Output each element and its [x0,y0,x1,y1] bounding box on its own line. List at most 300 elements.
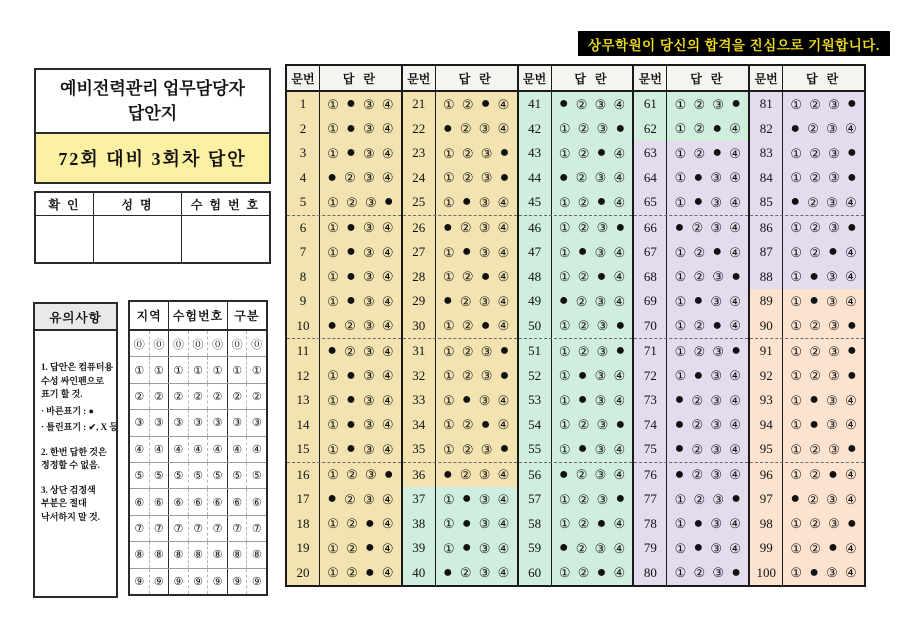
answer-bubbles [783,512,864,537]
id-grid-header-지역: 지역 [136,309,162,323]
filled-bubble: ● [346,119,356,137]
digit-bubble: ⑨ [134,575,145,588]
answer-bubbles [667,487,748,512]
question-number: 23 [403,141,436,166]
choice-bubble: ③ [478,491,491,507]
digit-bubble: ⓪ [168,331,188,356]
choice-bubble: ④ [381,368,394,384]
filled-bubble: ● [364,539,375,557]
answer-bubbles [667,364,748,389]
choice-bubble: ② [577,491,590,507]
filled-bubble: ● [847,514,857,532]
choice-bubble: ④ [729,441,741,457]
choice-bubble: ③ [478,244,491,260]
answer-row [519,462,633,488]
choice-bubble: ④ [845,565,857,581]
choice-bubble: ① [790,467,803,483]
question-number: 54 [519,413,552,438]
filled-bubble: ● [828,539,838,557]
choice-bubble: ③ [362,96,375,112]
question-number: 1 [287,92,320,117]
answer-row [750,314,864,339]
filled-bubble: ● [712,144,723,162]
answer-row [634,117,748,142]
filled-bubble: ● [383,193,394,211]
choice-bubble: ① [443,343,455,359]
answer-row [750,388,864,413]
answer-row [403,117,517,142]
choice-bubble: ③ [596,121,609,137]
question-number: 22 [403,117,436,142]
answer-bubbles [552,141,633,166]
answer-bubbles [436,388,517,413]
filled-bubble: ● [790,193,801,211]
choice-bubble: ③ [594,293,607,309]
answer-bubbles [320,512,401,537]
filled-bubble: ● [615,490,626,508]
answer-column-header [519,66,633,92]
answer-bubbles [667,117,748,142]
filled-bubble: ● [596,563,607,581]
choice-bubble: ③ [594,540,607,556]
answer-bubbles [552,536,633,561]
choice-bubble: ④ [729,220,741,236]
digit-bubble: ② [246,384,266,409]
filled-bubble: ● [693,168,704,186]
choice-bubble: ② [693,244,706,260]
answer-bubbles [783,463,864,488]
id-digit-row [130,331,266,356]
choice-bubble: ④ [845,467,857,483]
answer-row [634,289,748,314]
choice-bubble: ① [674,565,687,581]
choice-bubble: ① [327,269,339,285]
choice-bubble: ② [575,467,588,483]
digit-bubble: ⑦ [246,516,266,541]
answer-bubbles [436,437,517,462]
question-number: 88 [750,265,783,290]
choice-bubble: ④ [729,170,741,186]
question-number: 51 [519,339,552,364]
filled-bubble: ● [577,243,588,261]
choice-bubble: ③ [828,145,840,161]
choice-bubble: ② [809,96,821,112]
answer-bubbles [667,561,748,586]
id-digit-row [130,356,266,382]
choice-bubble: ③ [362,244,375,260]
choice-bubble: ① [674,343,687,359]
question-number: 28 [403,265,436,290]
choice-bubble: ① [790,565,803,581]
digit-bubble: ⑧ [207,542,227,567]
choice-bubble: ③ [594,392,607,408]
digit-bubble: ③ [149,410,169,435]
choice-bubble: ③ [596,491,609,507]
filled-bubble: ● [480,95,491,113]
choice-bubble: ② [459,565,472,581]
choice-bubble: ② [346,565,358,581]
question-number: 45 [519,190,552,215]
filled-bubble: ● [596,514,607,532]
filled-bubble: ● [480,316,491,334]
answer-bubbles [552,339,633,364]
choice-bubble: ④ [497,540,510,556]
filled-bubble: ● [499,366,510,384]
answer-row [750,215,864,241]
answer-bubbles [783,339,864,364]
answer-row [634,413,748,438]
question-number: 63 [634,141,667,166]
id-grid-rows [130,331,266,594]
question-number: 40 [403,561,436,586]
answer-bubbles [552,364,633,389]
choice-bubble: ② [577,343,590,359]
choice-bubble: ④ [381,491,394,507]
question-number: 67 [634,240,667,265]
answer-column-group [748,66,864,585]
choice-bubble: ③ [478,220,491,236]
answer-row [519,338,633,364]
id-digit-row [130,383,266,409]
choice-bubble: ④ [613,170,626,186]
answer-row [634,141,748,166]
question-number: 14 [287,413,320,438]
filled-bubble: ● [828,243,838,261]
answer-bubbles [667,536,748,561]
question-number: 68 [634,265,667,290]
answer-bubbles [552,487,633,512]
question-number: 72 [634,364,667,389]
answer-row [287,215,401,241]
choice-bubble: ③ [362,220,375,236]
choice-bubble: ④ [729,145,741,161]
id-digit-row [130,488,266,514]
filled-bubble: ● [809,391,819,409]
digit-bubble: ⑦ [227,516,247,541]
question-number: 37 [403,487,436,512]
question-number-header: 문번 [750,66,783,90]
choice-bubble: ③ [594,467,607,483]
choice-bubble: ① [674,96,687,112]
choice-bubble: ② [459,293,472,309]
answer-bubbles [436,190,517,215]
filled-bubble: ● [790,119,801,137]
choice-bubble: ② [346,540,358,556]
choice-bubble: ① [674,368,687,384]
choice-bubble: ④ [497,491,510,507]
answer-row [403,289,517,314]
answer-column-group [632,66,748,585]
choice-bubble: ④ [845,269,857,285]
answer-row [750,240,864,265]
digit-bubble: ② [168,384,188,409]
choice-bubble: ② [807,121,819,137]
choice-bubble: ④ [613,392,626,408]
answer-row [287,561,401,586]
answer-grid [285,64,866,587]
choice-bubble: ① [790,368,803,384]
question-number: 43 [519,141,552,166]
digit-bubble: ⑤ [207,463,227,488]
answer-row [287,141,401,166]
choice-bubble: ① [790,441,803,457]
answer-row [634,487,748,512]
choice-bubble: ① [443,194,455,210]
filled-bubble: ● [499,440,510,458]
answer-bubbles [320,463,401,488]
exam-number-cell [181,216,269,262]
choice-bubble: ① [443,417,455,433]
choice-bubble: ③ [710,293,723,309]
filled-bubble: ● [480,415,491,433]
choice-bubble: ③ [828,516,840,532]
answer-row [750,487,864,512]
digit-bubble: ⑦ [207,516,227,541]
question-number: 31 [403,339,436,364]
question-number: 89 [750,289,783,314]
filled-bubble: ● [346,218,356,236]
choice-bubble: ③ [710,220,723,236]
choice-bubble: ② [809,170,821,186]
choice-bubble: ② [461,441,474,457]
filled-bubble: ● [712,316,723,334]
digit-bubble: ⑥ [134,496,145,509]
question-number: 77 [634,487,667,512]
question-number: 13 [287,388,320,413]
answer-row [750,92,864,117]
question-number: 35 [403,437,436,462]
choice-bubble: ① [558,121,571,137]
answer-row [403,338,517,364]
answer-bubbles [320,339,401,364]
answer-bubbles [783,240,864,265]
question-number: 21 [403,92,436,117]
choice-bubble: ① [790,343,803,359]
question-number: 60 [519,561,552,586]
question-number: 10 [287,314,320,339]
digit-bubble: ③ [188,410,208,435]
answer-row [634,166,748,191]
question-number-header: 문번 [403,66,436,90]
choice-bubble: ③ [828,170,840,186]
digit-bubble: ⓪ [227,331,247,356]
digit-bubble: ⑤ [227,463,247,488]
choice-bubble: ③ [362,392,375,408]
question-number: 42 [519,117,552,142]
filled-bubble: ● [443,292,453,310]
choice-bubble: ① [674,145,687,161]
choice-bubble: ④ [613,565,626,581]
answer-bubbles [552,216,633,241]
exam-round-label: 72회 대비 3회차 답안 [34,134,271,184]
answer-row [634,240,748,265]
digit-bubble: ① [227,357,247,382]
digit-bubble: ⑥ [246,489,266,514]
filled-bubble: ● [364,563,375,581]
answer-row [287,240,401,265]
answer-row [403,166,517,191]
choice-bubble: ④ [845,491,857,507]
choice-bubble: ① [558,491,571,507]
choice-bubble: ② [461,417,474,433]
digit-bubble: ④ [149,437,169,462]
answer-row [403,561,517,586]
filled-bubble: ● [828,465,838,483]
choice-bubble: ③ [828,318,840,334]
choice-bubble: ① [674,170,687,186]
choice-bubble: ① [327,145,339,161]
answer-bubbles [436,536,517,561]
choice-bubble: ④ [845,417,857,433]
answer-row [750,190,864,215]
filled-bubble: ● [712,243,723,261]
filled-bubble: ● [731,563,741,581]
choice-bubble: ② [459,467,472,483]
choice-bubble: ③ [362,417,375,433]
choice-bubble: ③ [362,170,375,186]
digit-bubble: ⑦ [149,516,169,541]
filled-bubble: ● [731,95,741,113]
choice-bubble: ① [558,269,571,285]
answer-row [634,561,748,586]
filled-bubble: ● [461,514,472,532]
answer-row [403,413,517,438]
answer-bubbles [783,388,864,413]
answer-row [403,265,517,290]
answer-row [287,512,401,537]
identity-fields-body [36,216,269,262]
choice-bubble: ② [461,145,474,161]
choice-bubble: ② [693,121,706,137]
question-number: 46 [519,216,552,241]
choice-bubble: ④ [381,343,394,359]
answer-row [634,265,748,290]
answer-bubbles [552,413,633,438]
answer-row [287,364,401,389]
choice-bubble: ② [577,194,590,210]
filled-bubble: ● [346,243,356,261]
digit-bubble: ⑧ [168,542,188,567]
choice-bubble: ④ [845,540,857,556]
choice-bubble: ④ [381,96,394,112]
choice-bubble: ① [674,491,687,507]
question-number: 16 [287,463,320,488]
answer-column-group [517,66,633,585]
choice-bubble: ① [790,392,803,408]
choice-bubble: ③ [362,491,375,507]
question-number: 100 [750,561,783,586]
choice-bubble: ③ [710,368,723,384]
filled-bubble: ● [731,342,741,360]
choice-bubble: ② [577,565,590,581]
digit-bubble: ⑥ [188,489,208,514]
choice-bubble: ③ [478,392,491,408]
answer-bubbles [436,463,517,488]
choice-bubble: ① [558,343,571,359]
choice-bubble: ① [327,194,339,210]
filled-bubble: ● [847,316,857,334]
choice-bubble: ③ [710,540,723,556]
choice-bubble: ③ [480,145,493,161]
answer-bubbles [783,265,864,290]
choice-bubble: ④ [381,244,394,260]
digit-bubble: ⑨ [168,569,188,594]
choice-bubble: ② [693,491,706,507]
question-number: 26 [403,216,436,241]
filled-bubble: ● [327,316,337,334]
filled-bubble: ● [693,539,704,557]
question-number-header: 문번 [634,66,667,90]
answer-row [750,536,864,561]
digit-bubble: ⑥ [207,489,227,514]
question-number: 6 [287,216,320,241]
answer-row [750,141,864,166]
digit-bubble: ⓪ [246,331,266,356]
choice-bubble: ① [443,244,455,260]
digit-bubble: ④ [227,437,247,462]
choice-bubble: ① [558,194,571,210]
choice-bubble: ② [809,368,821,384]
choice-bubble: ④ [613,269,626,285]
question-number: 33 [403,388,436,413]
choice-bubble: ② [575,540,588,556]
choice-bubble: ① [443,170,455,186]
question-number: 61 [634,92,667,117]
digit-bubble: ⑧ [227,542,247,567]
filled-bubble: ● [346,391,356,409]
digit-bubble: ③ [246,410,266,435]
filled-bubble: ● [346,440,356,458]
answer-bubbles [552,561,633,586]
filled-bubble: ● [790,490,801,508]
answer-column-group [287,66,401,585]
answer-bubbles [436,216,517,241]
choice-bubble: ③ [710,417,723,433]
choice-bubble: ① [327,467,339,483]
answer-bubbles [320,117,401,142]
confirm-label: 확 인 [36,193,93,216]
answer-bubbles [320,289,401,314]
digit-bubble: ① [207,357,227,382]
choice-bubble: ② [461,170,474,186]
digit-bubble: ③ [168,410,188,435]
id-digit-row [130,409,266,435]
banner-text: 상무학원이 당신의 합격을 진심으로 기원합니다. [587,37,881,53]
choice-bubble: ① [674,269,687,285]
digit-bubble: ⑨ [188,569,208,594]
answer-bubbles [552,512,633,537]
filled-bubble: ● [847,144,857,162]
answer-row [750,338,864,364]
digit-bubble: ⑤ [246,463,266,488]
choice-bubble: ④ [845,293,857,309]
id-grid-header-수험번호: 수험번호 [168,302,226,329]
filled-bubble: ● [327,168,337,186]
choice-bubble: ② [344,318,356,334]
choice-bubble: ④ [381,516,394,532]
choice-bubble: ④ [381,145,394,161]
choice-bubble: ② [344,170,356,186]
choice-bubble: ③ [480,368,493,384]
answer-bubbles [320,265,401,290]
choice-bubble: ② [459,220,472,236]
id-grid-header [130,302,266,331]
choice-bubble: ③ [596,220,609,236]
choice-bubble: ③ [596,343,609,359]
answer-bubbles [552,463,633,488]
answer-bubbles [552,92,633,117]
filled-bubble: ● [346,267,356,285]
